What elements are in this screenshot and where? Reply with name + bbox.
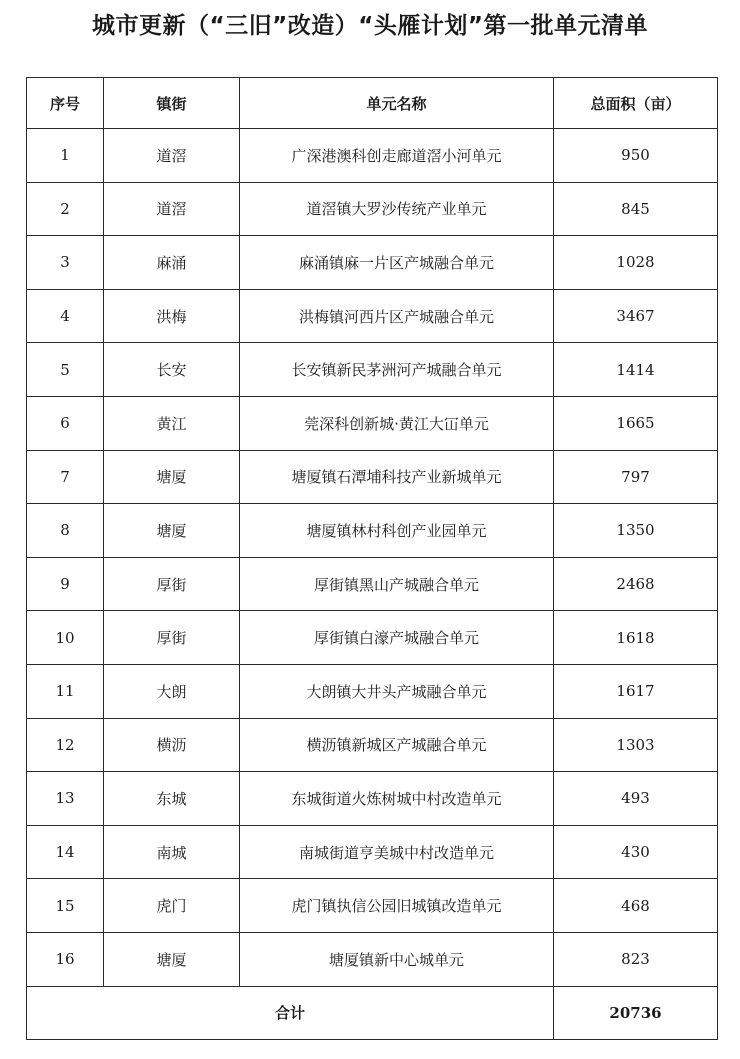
cell-unit-name: 大朗镇大井头产城融合单元	[240, 664, 554, 718]
cell-unit-name: 厚街镇黑山产城融合单元	[240, 557, 554, 611]
cell-town: 道滘	[104, 129, 240, 183]
table-row	[27, 182, 718, 236]
table-row	[27, 772, 718, 826]
cell-unit-name: 厚街镇白濠产城融合单元	[240, 611, 554, 665]
unit-list-table	[26, 77, 718, 1040]
cell-serial-number: 11	[27, 664, 104, 718]
cell-total-area: 1350	[554, 504, 718, 558]
document-title: 城市更新（“三旧”改造）“头雁计划”第一批单元清单	[92, 13, 648, 39]
cell-town: 长安	[104, 343, 240, 397]
cell-total-area: 1303	[554, 718, 718, 772]
header-serial-number: 序号	[27, 78, 104, 129]
table-row	[27, 879, 718, 933]
cell-total-area: 2468	[554, 557, 718, 611]
cell-town: 塘厦	[104, 450, 240, 504]
cell-town: 横沥	[104, 718, 240, 772]
cell-unit-name: 莞深科创新城·黄江大冚单元	[240, 396, 554, 450]
cell-serial-number: 14	[27, 825, 104, 879]
cell-total-area: 1617	[554, 664, 718, 718]
cell-serial-number: 8	[27, 504, 104, 558]
cell-unit-name: 道滘镇大罗沙传统产业单元	[240, 182, 554, 236]
table-row	[27, 236, 718, 290]
table-header-row	[27, 78, 718, 129]
cell-town: 大朗	[104, 664, 240, 718]
table-row	[27, 664, 718, 718]
cell-total-area: 823	[554, 932, 718, 986]
cell-town: 南城	[104, 825, 240, 879]
cell-town: 塘厦	[104, 932, 240, 986]
total-row	[27, 986, 718, 1039]
cell-unit-name: 东城街道火炼树城中村改造单元	[240, 772, 554, 826]
cell-total-area: 1028	[554, 236, 718, 290]
cell-serial-number: 12	[27, 718, 104, 772]
cell-serial-number: 6	[27, 396, 104, 450]
cell-total-area: 430	[554, 825, 718, 879]
cell-town: 塘厦	[104, 504, 240, 558]
header-town: 镇街	[104, 78, 240, 129]
cell-serial-number: 4	[27, 289, 104, 343]
cell-total-area: 950	[554, 129, 718, 183]
cell-serial-number: 3	[27, 236, 104, 290]
table-row	[27, 557, 718, 611]
cell-total-area: 1414	[554, 343, 718, 397]
cell-serial-number: 10	[27, 611, 104, 665]
cell-town: 黄江	[104, 396, 240, 450]
table-row	[27, 289, 718, 343]
cell-serial-number: 13	[27, 772, 104, 826]
cell-unit-name: 塘厦镇石潭埔科技产业新城单元	[240, 450, 554, 504]
table-row	[27, 611, 718, 665]
cell-unit-name: 塘厦镇林村科创产业园单元	[240, 504, 554, 558]
table-row	[27, 932, 718, 986]
cell-serial-number: 1	[27, 129, 104, 183]
table-row	[27, 343, 718, 397]
cell-total-area: 1618	[554, 611, 718, 665]
cell-unit-name: 长安镇新民茅洲河产城融合单元	[240, 343, 554, 397]
cell-serial-number: 2	[27, 182, 104, 236]
table-row	[27, 504, 718, 558]
cell-unit-name: 洪梅镇河西片区产城融合单元	[240, 289, 554, 343]
header-unit-name: 单元名称	[240, 78, 554, 129]
cell-town: 道滘	[104, 182, 240, 236]
cell-serial-number: 5	[27, 343, 104, 397]
header-total-area: 总面积（亩）	[554, 78, 718, 129]
cell-unit-name: 虎门镇执信公园旧城镇改造单元	[240, 879, 554, 933]
cell-total-area: 468	[554, 879, 718, 933]
cell-town: 虎门	[104, 879, 240, 933]
total-value: 20736	[554, 986, 718, 1039]
cell-town: 东城	[104, 772, 240, 826]
cell-town: 麻涌	[104, 236, 240, 290]
table-row	[27, 396, 718, 450]
cell-town: 厚街	[104, 557, 240, 611]
cell-total-area: 797	[554, 450, 718, 504]
cell-total-area: 845	[554, 182, 718, 236]
cell-serial-number: 15	[27, 879, 104, 933]
cell-total-area: 1665	[554, 396, 718, 450]
cell-unit-name: 麻涌镇麻一片区产城融合单元	[240, 236, 554, 290]
cell-serial-number: 16	[27, 932, 104, 986]
table-row	[27, 129, 718, 183]
total-label: 合计	[27, 986, 554, 1039]
cell-serial-number: 7	[27, 450, 104, 504]
table-row	[27, 718, 718, 772]
table-row	[27, 825, 718, 879]
cell-town: 洪梅	[104, 289, 240, 343]
cell-unit-name: 南城街道亨美城中村改造单元	[240, 825, 554, 879]
cell-unit-name: 塘厦镇新中心城单元	[240, 932, 554, 986]
cell-total-area: 493	[554, 772, 718, 826]
table-row	[27, 450, 718, 504]
cell-town: 厚街	[104, 611, 240, 665]
cell-unit-name: 广深港澳科创走廊道滘小河单元	[240, 129, 554, 183]
cell-unit-name: 横沥镇新城区产城融合单元	[240, 718, 554, 772]
cell-total-area: 3467	[554, 289, 718, 343]
cell-serial-number: 9	[27, 557, 104, 611]
